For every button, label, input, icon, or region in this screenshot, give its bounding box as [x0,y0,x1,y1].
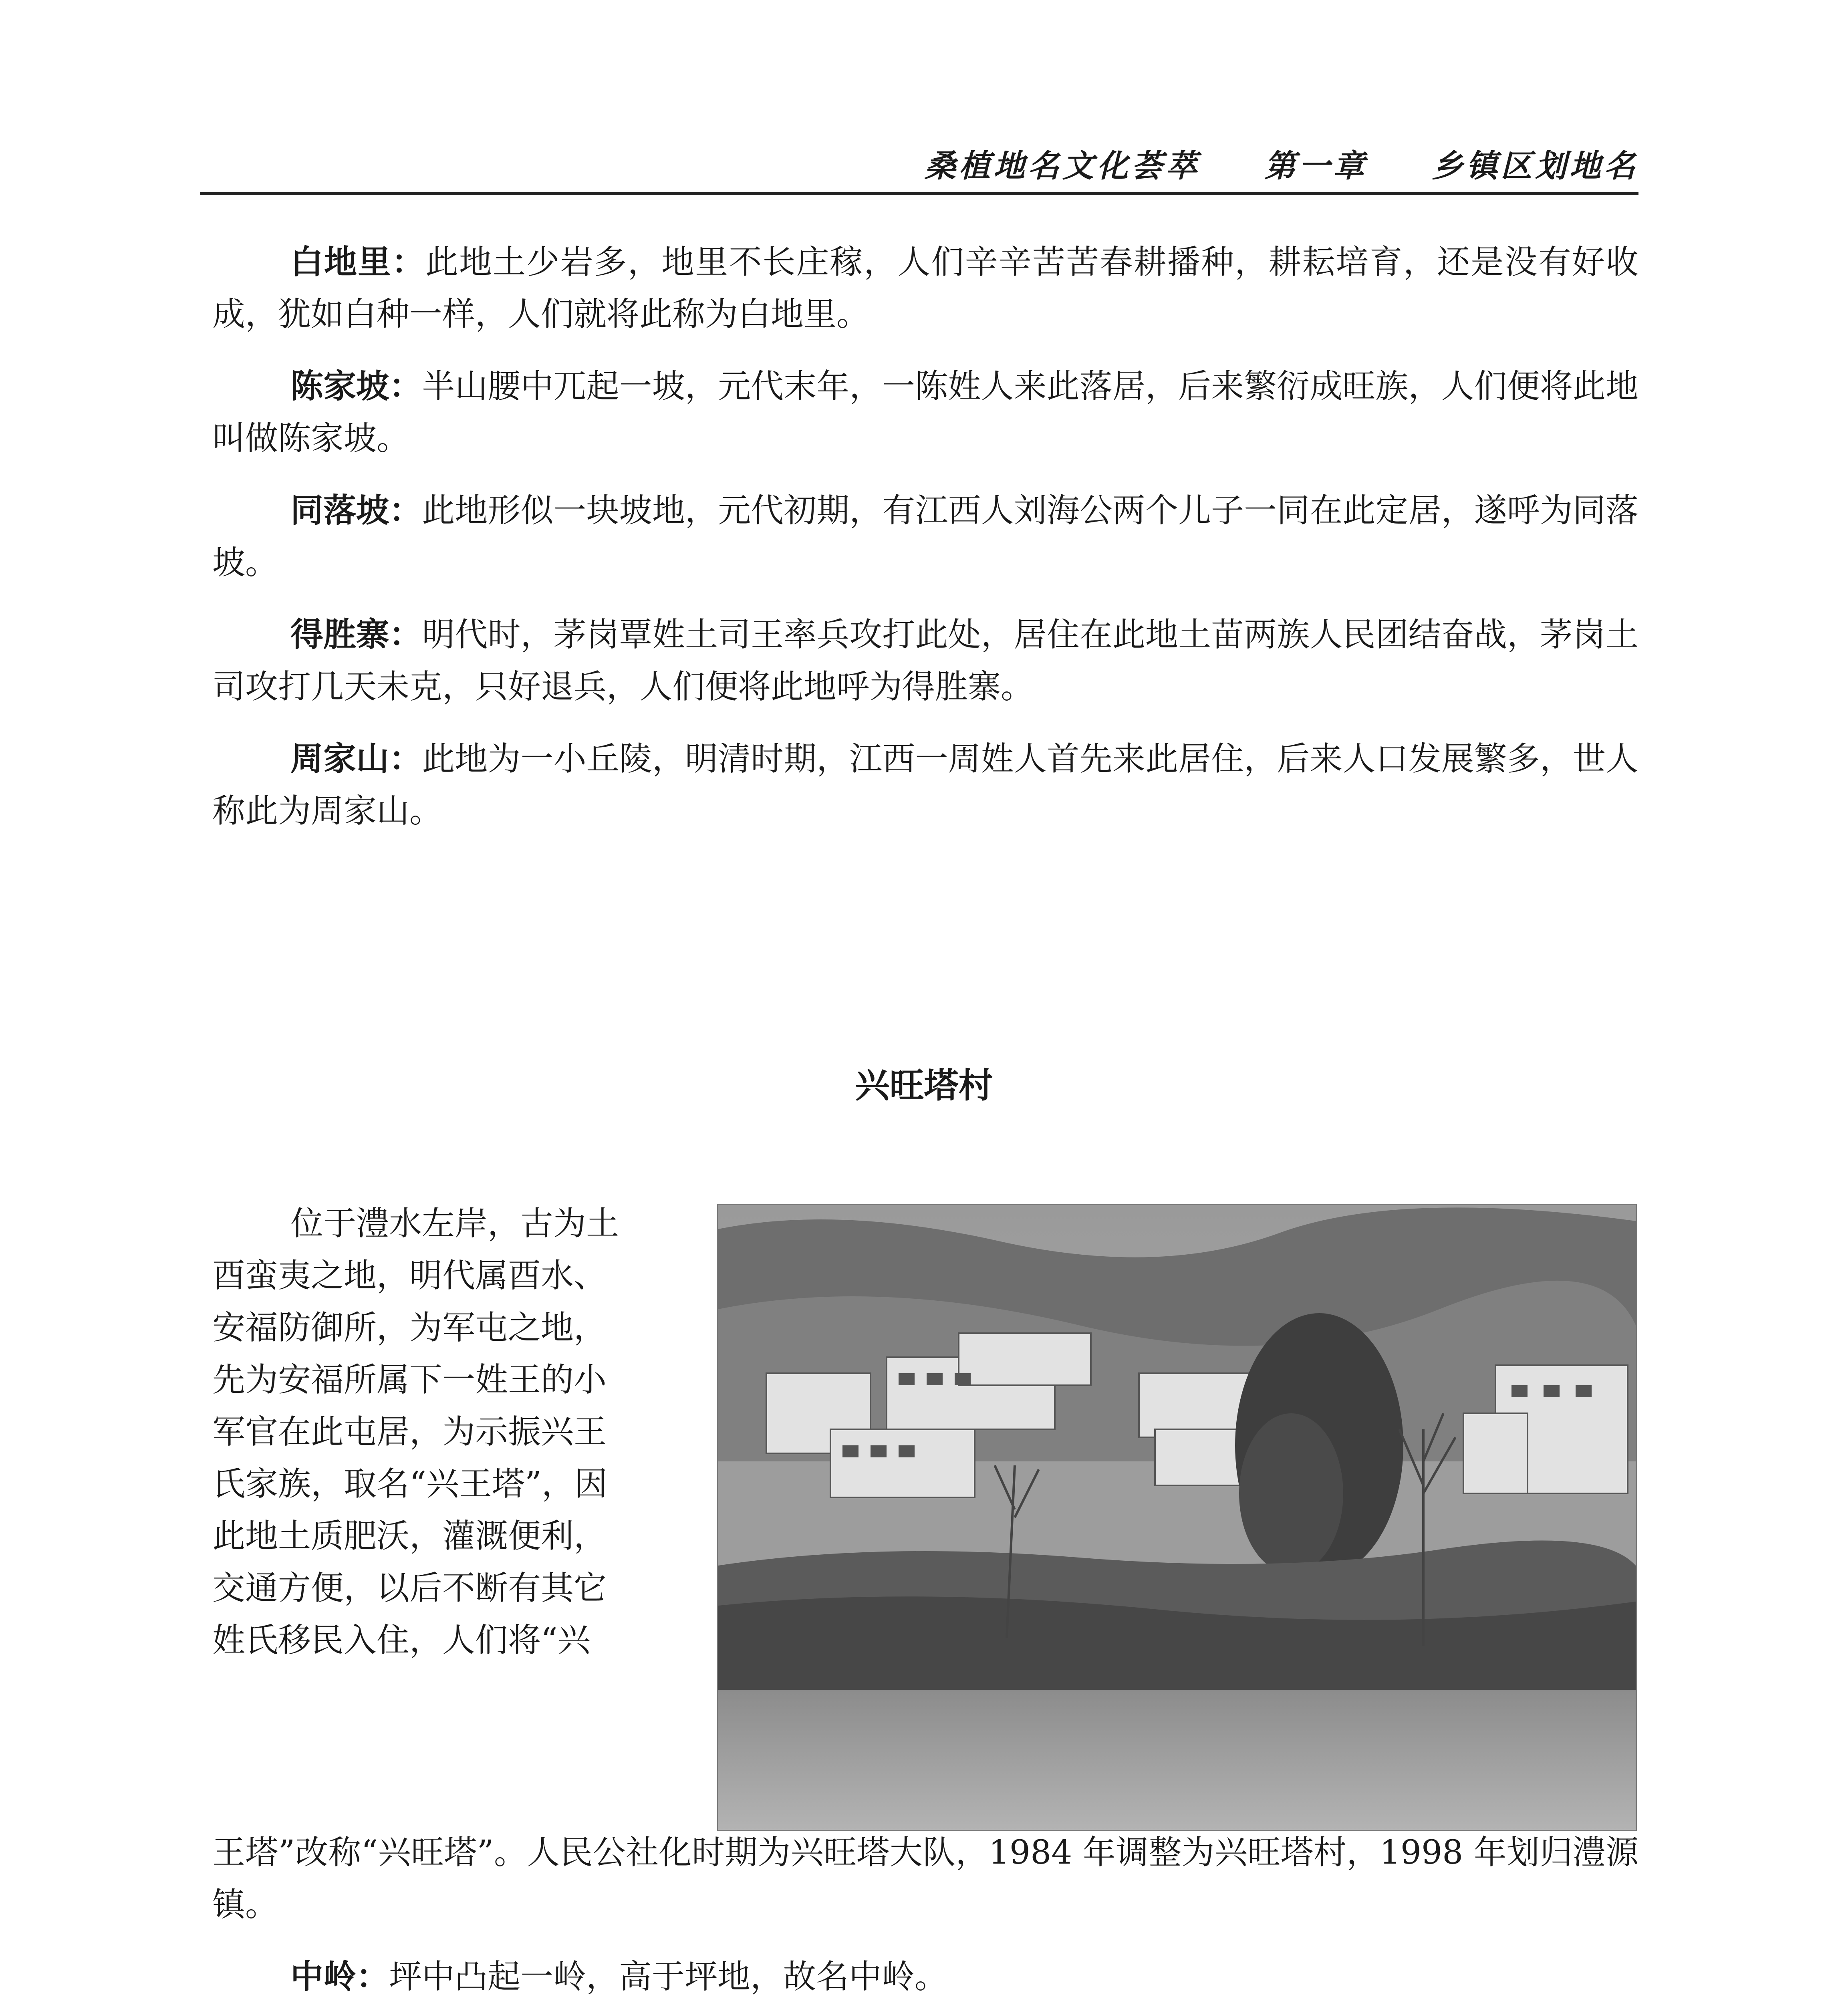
running-header [200,132,1638,195]
entry-text: 此地形似一块坡地，元代初期，有江西人刘海公两个儿子一同在此定居，遂呼为同落坡。 [212,492,1638,582]
entry-term: 周家山： [290,740,422,778]
intro-line: 此地土质肥沃，灌溉便利， [212,1517,607,1555]
entry-term: 同落坡： [290,492,422,530]
section-title: 兴旺塔村 [855,1066,993,1106]
intro-line: 姓氏移民入住，人们将“兴 [212,1621,590,1659]
header-section: 乡镇区划地名 [1431,148,1638,184]
intro-line: 安福防御所，为军屯之地， [212,1309,607,1347]
entry-text: 此地土少岩多，地里不长庄稼，人们辛辛苦苦春耕播种，耕耘培育，还是没有好收成，犹如白种一样，人们就将此称为白地里。 [212,243,1638,333]
entries-bottom [212,1827,1638,2003]
intro-line: 氏家族，取名“兴王塔”，因 [212,1465,607,1503]
entry-chenjiapo [212,361,1638,465]
entry-zhongling [212,1951,1638,2003]
entry-zhoujiashan [212,733,1638,837]
entry-deshengzhai [212,609,1638,713]
intro-line: 酉蛮夷之地，明代属酉水、 [212,1257,607,1295]
header-chapter: 第一章 [1264,148,1368,184]
entry-text: 明代时，茅岗覃姓土司王率兵攻打此处，居住在此地土苗两族人民团结奋战，茅岗土司攻打几天未克，只好退兵，人们便将此地呼为得胜寨。 [212,616,1638,706]
header-text [861,141,1638,186]
entry-term: 白地里： [290,243,425,281]
intro-line: 军官在此屯居，为示振兴王 [212,1413,607,1451]
entry-term: 陈家坡： [290,367,422,405]
intro-line: 先为安福所属下一姓王的小 [212,1361,607,1399]
entry-tongluopo [212,485,1638,589]
village-photo [717,1204,1637,1831]
village-intro-wrapped [212,1198,689,1666]
intro-line: 交通方便，以后不断有其它 [212,1569,607,1607]
entry-text: 此地为一小丘陵，明清时期，江西一周姓人首先来此居住，后来人口发展繁多，世人称此为周家山。 [212,740,1638,830]
entry-baidili [212,236,1638,341]
entries-top [212,236,1638,857]
entry-text: 坪中凸起一岭，高于坪地，故名中岭。 [389,1958,948,1996]
village-photo-illustration [718,1205,1636,1830]
entry-term: 得胜寨： [290,616,422,654]
header-book-title: 桑植地名文化荟萃 [924,148,1200,184]
entry-text: 半山腰中兀起一坡，元代末年，一陈姓人来此落居，后来繁衍成旺族，人们便将此地叫做陈家坡。 [212,367,1638,457]
entry-term: 中岭： [290,1958,389,1996]
intro-line: 位于澧水左岸，古为土 [290,1205,619,1243]
village-intro-rest: 王塔”改称“兴旺塔”。人民公社化时期为兴旺塔大队，1984 年调整为兴旺塔村，1998 年划归澧源镇。 [212,1834,1638,1924]
